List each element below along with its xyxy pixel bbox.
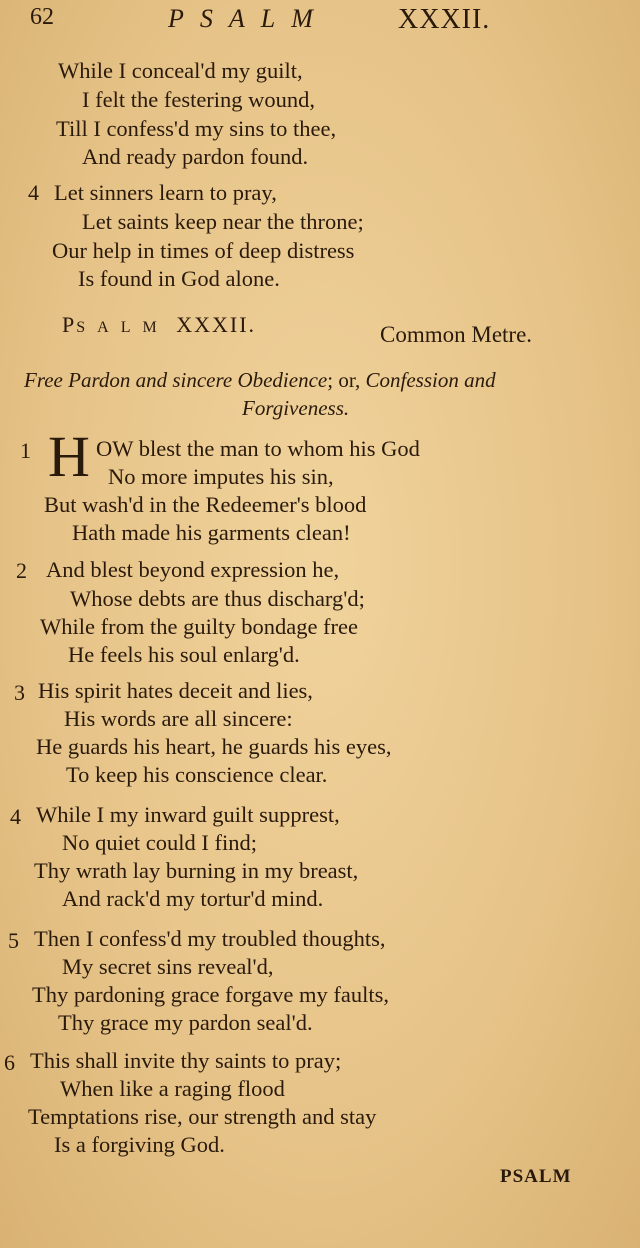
- subtitle-part-2: Confession and: [365, 368, 496, 392]
- stanza-number: 2: [16, 558, 27, 583]
- stanza-number: 6: [4, 1050, 15, 1075]
- verse-line: Our help in times of deep distress: [52, 238, 355, 263]
- verse-line: His spirit hates deceit and lies,: [38, 678, 313, 703]
- verse-line: OW blest the man to whom his God: [96, 436, 420, 461]
- running-title: PSALM: [168, 4, 329, 33]
- catchword: PSALM: [500, 1166, 572, 1187]
- verse-line: When like a raging flood: [60, 1076, 285, 1101]
- stanza-number: 4: [10, 804, 21, 829]
- stanza-number: 5: [8, 928, 19, 953]
- verse-line: Hath made his garments clean!: [72, 520, 351, 545]
- psalm-heading: [62, 312, 256, 338]
- verse-line: To keep his conscience clear.: [66, 762, 328, 787]
- running-roman: XXXII.: [398, 4, 491, 35]
- stanza-number: 4: [28, 180, 39, 205]
- verse-line: Let saints keep near the throne;: [82, 209, 364, 234]
- psalm-roman: XXXII.: [176, 312, 257, 337]
- verse-line: No more imputes his sin,: [108, 464, 334, 489]
- verse-line: Is found in God alone.: [78, 266, 280, 291]
- verse-line: Then I confess'd my troubled thoughts,: [34, 926, 386, 951]
- verse-line: Thy wrath lay burning in my breast,: [34, 858, 359, 883]
- verse-line: Thy grace my pardon seal'd.: [58, 1010, 313, 1035]
- psalm-subtitle-line-2: Forgiveness.: [242, 396, 350, 420]
- verse-line: Let sinners learn to pray,: [54, 180, 277, 205]
- verse-line: Thy pardoning grace forgave my faults,: [32, 982, 389, 1007]
- verse-line: But wash'd in the Redeemer's blood: [44, 492, 367, 517]
- verse-line: While I conceal'd my guilt,: [58, 58, 303, 83]
- verse-line: His words are all sincere:: [64, 706, 293, 731]
- verse-line: Temptations rise, our strength and stay: [28, 1104, 377, 1129]
- page-number: 62: [30, 4, 54, 30]
- verse-line: I felt the festering wound,: [82, 87, 316, 112]
- verse-line: He guards his heart, he guards his eyes,: [36, 734, 392, 759]
- psalm-subtitle: [24, 368, 496, 393]
- stanza-number: 3: [14, 680, 25, 705]
- verse-line: Whose debts are thus discharg'd;: [70, 586, 365, 611]
- subtitle-part-1: Free Pardon and sincere Obedience: [24, 368, 328, 392]
- verse-line: While from the guilty bondage free: [40, 614, 359, 639]
- metre-label: Common Metre.: [380, 322, 533, 347]
- subtitle-separator: ; or,: [327, 368, 361, 392]
- psalm-heading-initial: P: [62, 312, 77, 337]
- verse-line: Is a forgiving God.: [54, 1132, 225, 1157]
- verse-line: This shall invite thy saints to pray;: [30, 1048, 342, 1073]
- verse-line: Till I confess'd my sins to thee,: [56, 116, 337, 141]
- verse-line: And blest beyond expression he,: [46, 557, 340, 582]
- stanza-number: 1: [20, 438, 31, 463]
- verse-line: My secret sins reveal'd,: [62, 954, 274, 979]
- verse-line: He feels his soul enlarg'd.: [68, 642, 300, 667]
- verse-line: And rack'd my tortur'd mind.: [62, 886, 324, 911]
- verse-line: While I my inward guilt supprest,: [36, 802, 340, 827]
- drop-cap: H: [48, 424, 90, 489]
- verse-line: And ready pardon found.: [82, 144, 309, 169]
- verse-line: No quiet could I find;: [62, 830, 257, 855]
- psalm-heading-rest: SALM: [76, 319, 169, 336]
